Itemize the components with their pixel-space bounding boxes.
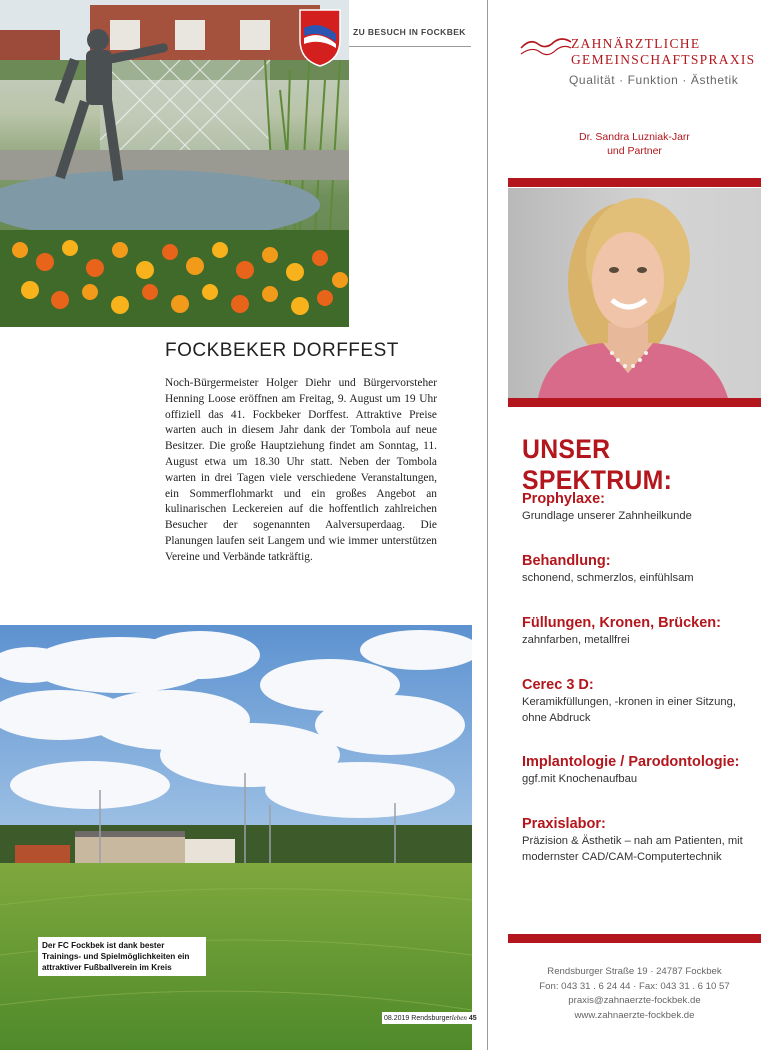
service-implantologie <box>522 753 756 787</box>
service-title: Implantologie / Parodontologie: <box>522 754 740 770</box>
folio-page-number: 45 <box>468 1015 477 1022</box>
service-text: ggf.mit Knochenaufbau <box>522 773 638 785</box>
service-text: Präzision & Ästhetik – nah am Patienten, mit <box>522 835 743 847</box>
ad-contact-block <box>508 965 761 1023</box>
article-body: Noch-Bürgermeister Holger Diehr und Bürgervorsteher Henning Loose eröffnen am Freitag, 9. August um 19 Uhr offiziell das 41. Fockbeker Dorffest. Attraktive Preise warten auch in diesem Jahr dank der Tombola auf neue Besitzer. Die große Hauptziehung findet am Sonntag, 11. August etwa um 18.30 Uhr statt. Neben der Tombola warten in drei Tagen viele verschiedene Veranstaltungen, ein Sommerflohmarkt und ein großes Angebot an kulinarischen Leckereien auf die hoffentlich zahlreichen Besucher der sogenannten Aalversuperdaag. Die Planungen laufen seit Langem und wie immer unterstützen Vereine und Verbände tatkräftig. <box>165 377 437 563</box>
service-cerec <box>522 676 756 726</box>
dental-practice-ad <box>508 0 761 1050</box>
page-folio <box>382 1012 479 1024</box>
ad-brand-line2: GEMEINSCHAFTSPRAXIS <box>571 52 756 67</box>
service-text: ohne Abdruck <box>522 712 591 724</box>
service-title: Prophylaxe: <box>522 491 605 507</box>
statue-fountain-photo <box>0 0 349 327</box>
service-fuellungen <box>522 614 756 648</box>
service-title: Behandlung: <box>522 553 611 569</box>
service-title: Cerec 3 D: <box>522 677 594 693</box>
service-behandlung <box>522 552 756 586</box>
service-title: Füllungen, Kronen, Brücken: <box>522 615 721 631</box>
folio-issue: 08.2019 <box>384 1015 410 1022</box>
section-label: ZU BESUCH IN FOCKBEK <box>353 27 466 37</box>
ad-address: Rendsburger Straße 19 · 24787 Fockbek <box>547 966 722 977</box>
spektrum-heading: UNSER SPEKTRUM: <box>522 434 673 495</box>
service-text: zahnfarben, metallfrei <box>522 634 630 646</box>
wave-logo-icon <box>520 34 572 62</box>
service-title: Praxislabor: <box>522 816 606 832</box>
article-title: FOCKBEKER DORFFEST <box>165 340 399 361</box>
column-divider <box>487 0 488 1050</box>
ad-red-band-top <box>508 178 761 187</box>
ad-brand-line1: ZAHNÄRZTLICHE <box>571 36 701 51</box>
ad-doctor-names <box>508 130 761 158</box>
ad-website-link[interactable]: www.zahnaerzte-fockbek.de <box>574 1009 695 1021</box>
ad-red-band-middle <box>508 398 761 407</box>
folio-magazine-pre: Rendsburger <box>411 1015 452 1022</box>
ad-tagline: Qualität · Funktion · Ästhetik <box>569 73 739 87</box>
service-text: schonend, schmerzlos, einfühlsam <box>522 572 694 584</box>
ad-phone-fax: Fon: 043 31 . 6 24 44 · Fax: 043 31 . 6 10 57 <box>539 980 730 992</box>
photo-caption: Der FC Fockbek ist dank bester Trainings- und Spielmöglichkeiten ein attraktiver Fußballverein im Kreis <box>38 937 206 976</box>
ad-red-band-bottom <box>508 934 761 943</box>
ad-email-link[interactable]: praxis@zahnaerzte-fockbek.de <box>568 995 701 1006</box>
coat-of-arms-icon <box>300 10 340 66</box>
folio-magazine-script: leben <box>451 1014 467 1022</box>
service-praxislabor <box>522 815 756 865</box>
service-text: Keramikfüllungen, -kronen in einer Sitzung, <box>522 696 736 708</box>
section-rule <box>349 46 471 47</box>
ad-doctor-line1: Dr. Sandra Luzniak-Jarr <box>579 131 690 143</box>
dentist-portrait <box>508 188 761 398</box>
football-field-photo <box>0 625 472 1050</box>
service-text: Grundlage unserer Zahnheilkunde <box>522 510 692 522</box>
ad-doctor-line2: und Partner <box>607 145 662 157</box>
service-prophylaxe <box>522 490 756 524</box>
service-text: modernster CAD/CAM-Computertechnik <box>522 851 722 863</box>
